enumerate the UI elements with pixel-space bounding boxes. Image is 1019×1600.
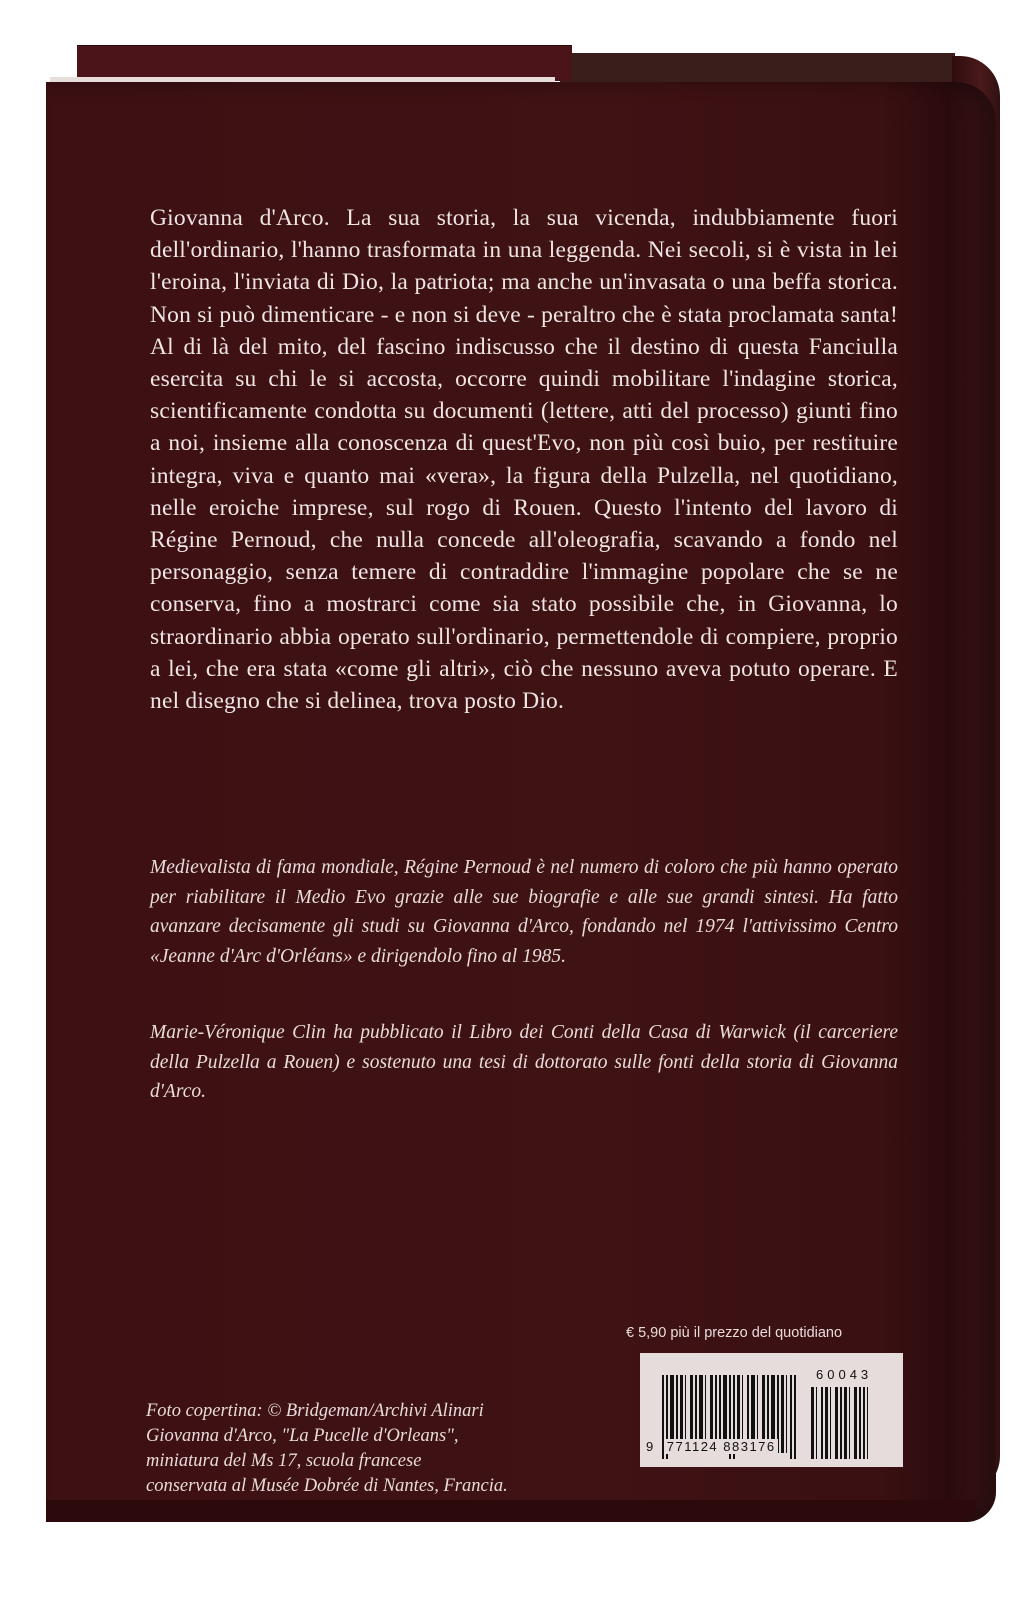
barcode-ean-digits [646,1439,778,1454]
blurb-text: Giovanna d'Arco. La sua storia, la sua vicenda, indubbiamente fuori dell'ordinario, l'hanno trasformata in una leggenda. Nei secoli, si è vista in lei l'eroina, l'inviata di Dio, la patriota; ma anche un'invasata o una beffa storica. Non si può dimenticare - e non si deve - peraltro che è stata proclamata santa! Al di là del mito, del fascino indiscusso che il destino di questa Fanciulla esercita su chi le si accosta, occorre quindi mobilitare l'indagine storica, scientificamente condotta su documenti (lettere, atti del processo) giunti fino a noi, insieme alla conoscenza di quest'Evo, non più così buio, per restituire integra, viva e quanto mai «vera», la figura della Pulzella, nel quotidiano, nelle eroiche imprese, sul rogo di Rouen. Questo l'intento del lavoro di Régine Pernoud, che nulla concede all'oleografia, scavando a fondo nel personaggio, senza temere di contraddire l'immagine popolare che se ne conserva, fino a mostrarci come sia stato possibile che, in Giovanna, lo straordinario abbia operato sull'ordinario, permettendole di compiere, proprio a lei, che era stata «come gli altri», ciò che nessuno aveva potuto operare. E nel disegno che si delinea, trova posto Dio. [150,205,898,715]
spine-top-back [560,53,955,83]
author-bio-pernoud: Medievalista di fama mondiale, Régine Pernoud è nel numero di coloro che più hanno operato per riabilitare il Medio Evo grazie alle sue biografie e alle sue grandi sintesi. Ha fatto avanzare decisamente gli studi su Giovanna d'Arco, fondando nel 1974 l'attivissimo Centro «Jeanne d'Arc d'Orléans» e dirigendolo fino al 1985. [150,857,898,967]
barcode-addon-bars [811,1387,870,1459]
credit-line: Foto copertina: © Bridgeman/Archivi Alinari [146,1401,484,1421]
barcode-lead-digit: 9 [646,1439,655,1454]
credit-line: miniatura del Ms 17, scuola francese [146,1451,422,1471]
author-bio-clin: Marie-Véronique Clin ha pubblicato il Libro dei Conti della Casa di Warwick (il carceriere della Pulzella a Rouen) e sostenuto una tesi di dottorato sulle fonti della storia di Giovanna d'Arco. [150,1022,898,1102]
photo-credits [146,1399,586,1499]
price-label: € 5,90 più il prezzo del quotidiano [626,1325,843,1341]
cover-bottom-edge [46,1500,976,1522]
credit-line: conservata al Musée Dobrée di Nantes, Francia. [146,1476,508,1496]
credit-line: Giovanna d'Arco, "La Pucelle d'Orleans", [146,1426,459,1446]
barcode-main-digits: 771124 883176 [666,1439,776,1454]
barcode-addon-digits: 60043 [816,1367,873,1382]
cover-top-flap [77,45,572,81]
barcode-label [640,1353,903,1467]
